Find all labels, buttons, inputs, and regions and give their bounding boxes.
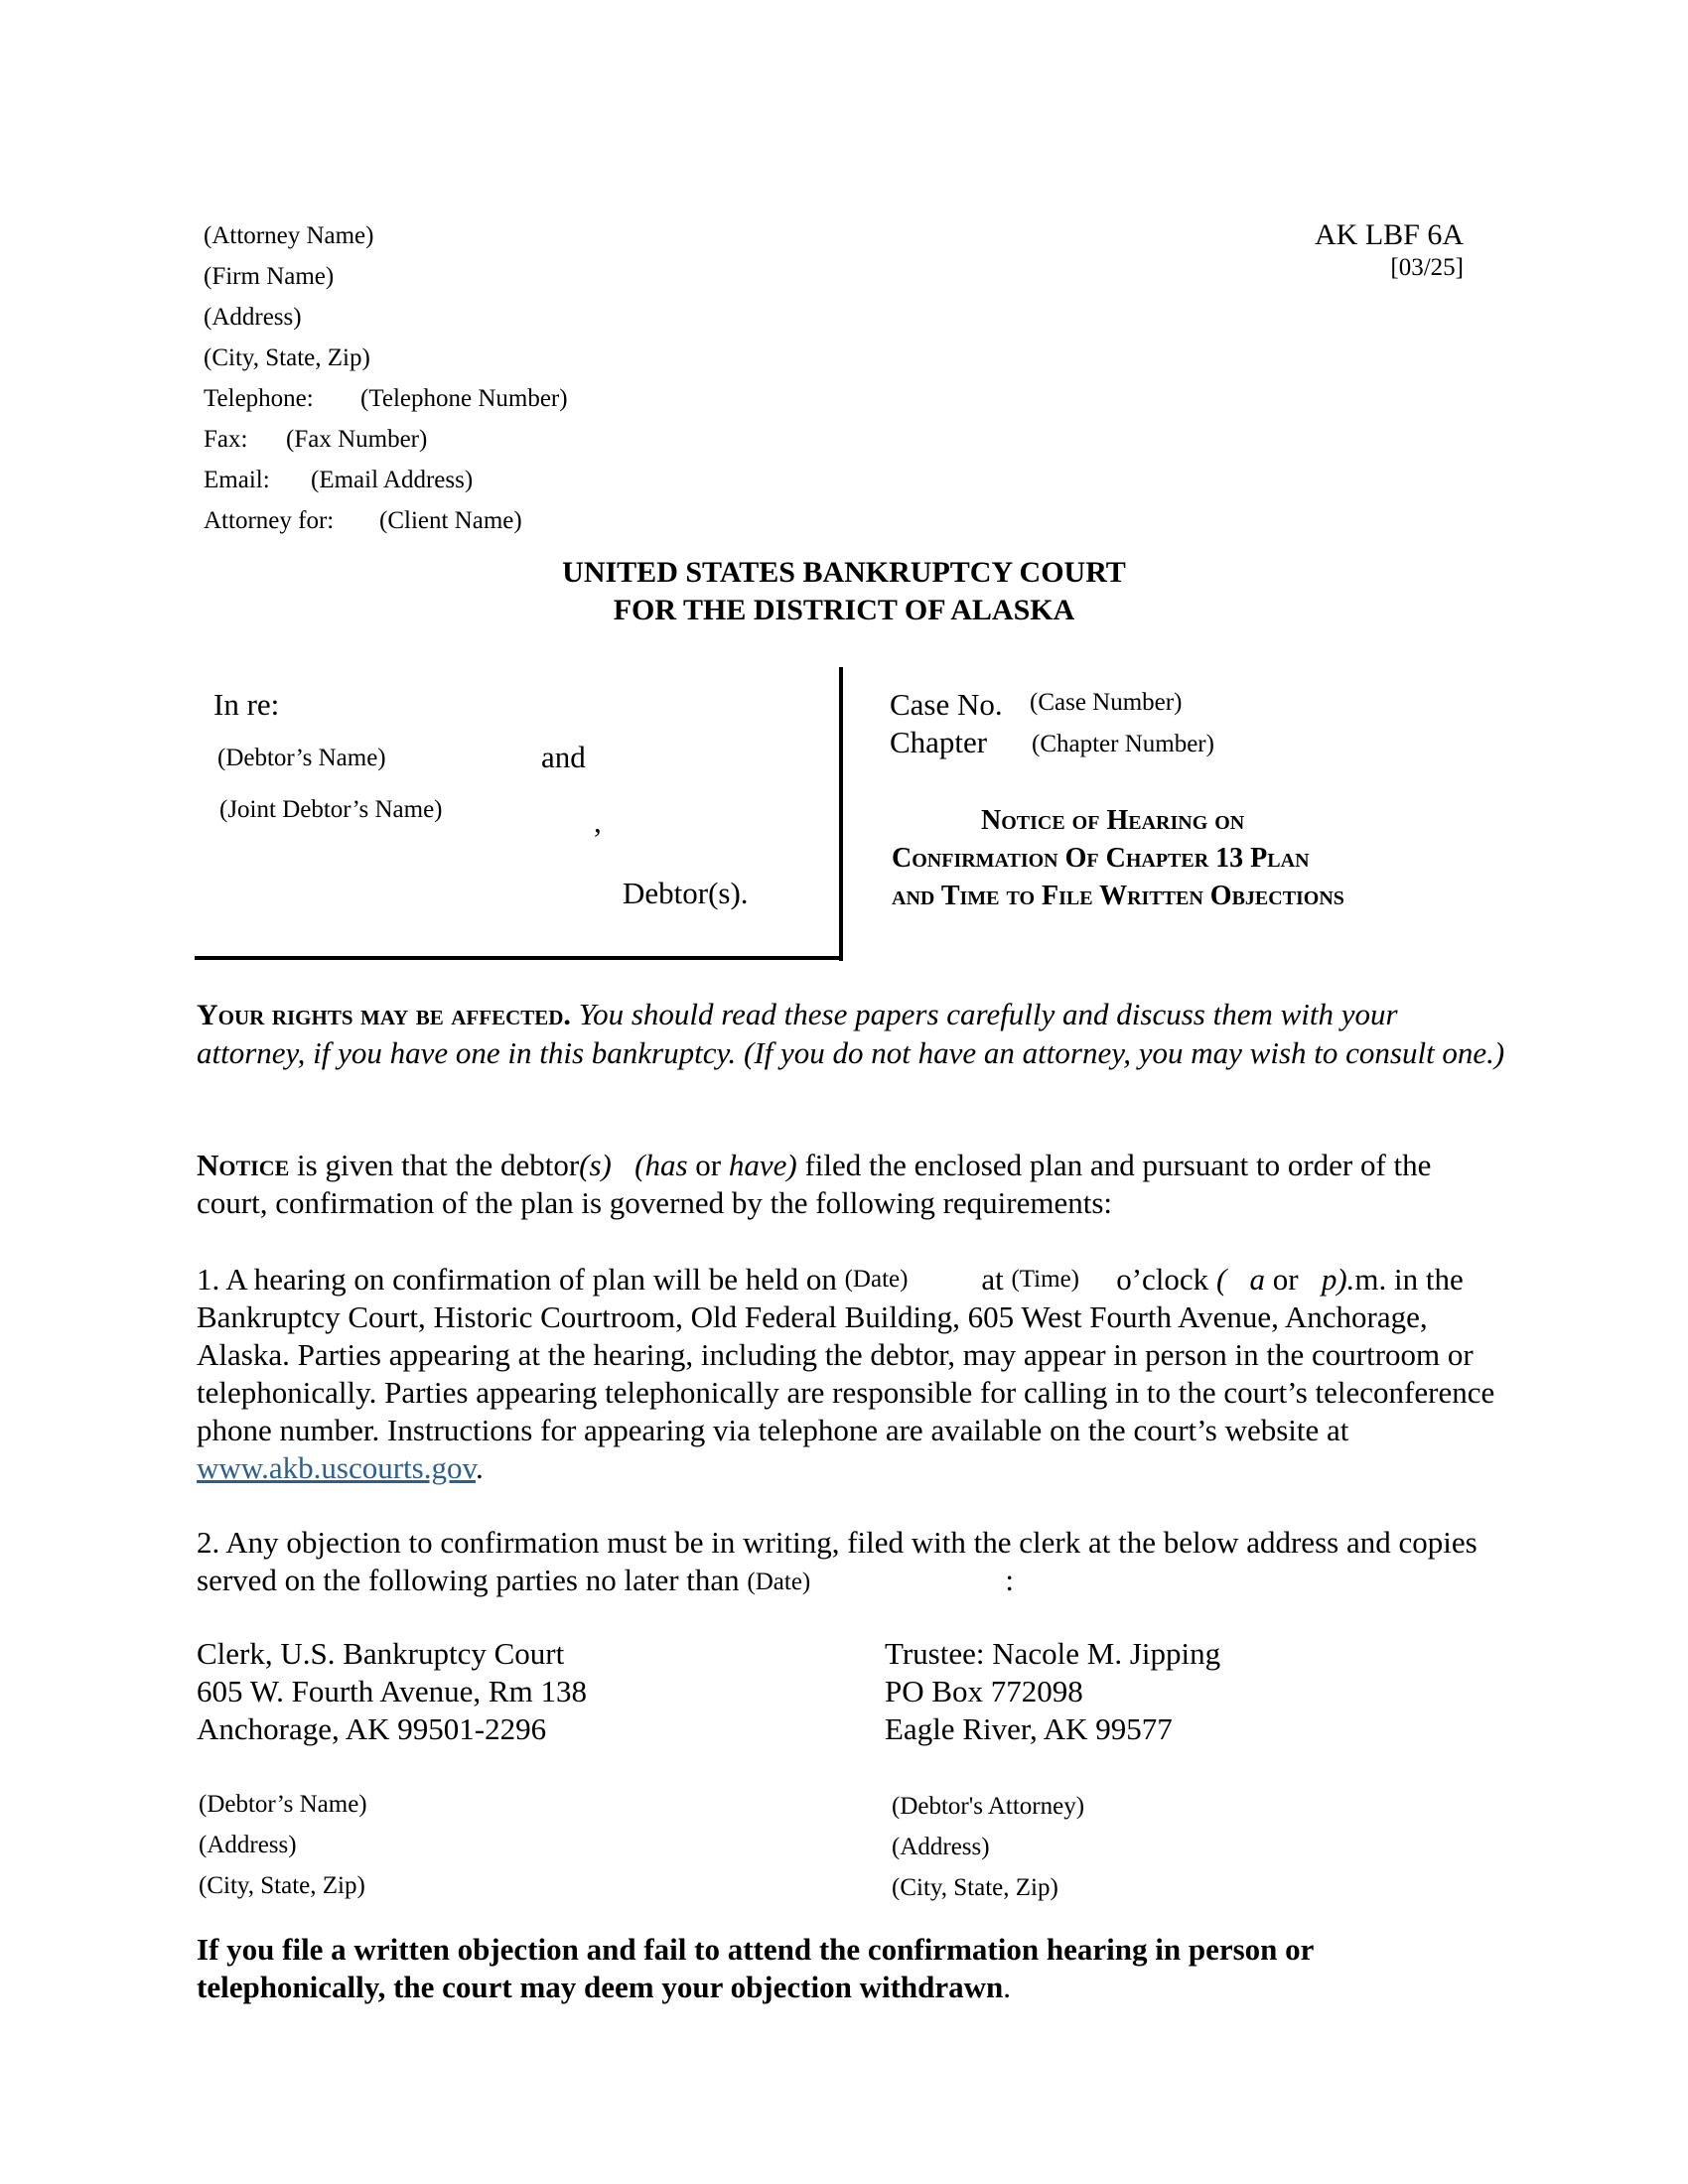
case-number-placeholder: (Case Number) — [1030, 689, 1183, 716]
debtor-attorney-address-block — [892, 1786, 1084, 1908]
debtor-plural-s: (s) — [579, 1148, 612, 1182]
in-re-label: In re: — [213, 687, 280, 722]
telephone-line — [204, 385, 568, 413]
hearing-paragraph — [197, 1261, 1507, 1487]
notice-title-line2: Confirmation Of Chapter 13 Plan — [892, 843, 1310, 874]
has-option: (has — [634, 1148, 688, 1182]
rights-lead: Your rights may be affected. — [197, 999, 571, 1031]
pm-option: p). — [1321, 1262, 1355, 1297]
attorney-for-line — [204, 507, 522, 535]
chapter-number-placeholder: (Chapter Number) — [1032, 731, 1214, 757]
attorney-for-value: (Client Name) — [379, 507, 522, 534]
court-district: FOR THE DISTRICT OF ALASKA — [613, 594, 1075, 626]
clerk-line-2: 605 W. Fourth Avenue, Rm 138 — [197, 1674, 587, 1708]
firm-name: (Firm Name) — [204, 263, 335, 290]
hearing-period: . — [475, 1450, 484, 1485]
caption-comma: , — [594, 804, 602, 839]
attorney-city-state-zip: (City, State, Zip) — [204, 344, 370, 371]
joint-debtor-name-placeholder: (Joint Debtor’s Name) — [219, 796, 443, 823]
trustee-address — [885, 1635, 1220, 1748]
telephone-label: Telephone: — [204, 385, 314, 412]
hearing-text-1: 1. A hearing on confirmation of plan will be held on — [197, 1262, 837, 1297]
debtor-city-line: (City, State, Zip) — [199, 1872, 365, 1899]
debtor-attorney-line: (Debtor's Attorney) — [892, 1793, 1085, 1820]
notice-title-line1: Notice of Hearing on — [981, 805, 1245, 836]
am-option: a — [1249, 1262, 1266, 1297]
objection-paragraph — [197, 1524, 1507, 1601]
objection-text: 2. Any objection to confirmation must be in writing, filed with the clerk at the below address and copies served on the following parties no later than — [197, 1525, 1477, 1597]
caption-vertical-rule — [839, 667, 843, 961]
notice-lead: Notice — [197, 1148, 290, 1182]
fax-label: Fax: — [204, 426, 248, 453]
ampm-or: or — [1272, 1262, 1299, 1297]
m-in-text: m. in — [1354, 1262, 1419, 1297]
email-line — [204, 467, 473, 494]
rights-paragraph — [197, 996, 1507, 1072]
debtor-name-line: (Debtor’s Name) — [199, 1791, 367, 1818]
court-name: UNITED STATES BANKRUPTCY COURT — [562, 556, 1126, 589]
caption-horizontal-rule — [195, 956, 843, 960]
debtor-address-line: (Address) — [199, 1832, 297, 1858]
notice-paragraph — [197, 1147, 1507, 1222]
hearing-date-placeholder: (Date) — [844, 1266, 909, 1293]
at-label: at — [981, 1262, 1004, 1297]
attorney-city-line: (City, State, Zip) — [892, 1874, 1058, 1901]
withdrawal-warning — [197, 1931, 1507, 2006]
clerk-address — [197, 1635, 587, 1748]
chapter-label: Chapter — [890, 725, 988, 759]
withdrawal-warning-text: If you file a written objection and fail to attend the confirmation hearing in person or telephonically, the court may deem your objection withdrawn — [197, 1932, 1314, 2004]
trustee-line-1: Trustee: Nacole M. Jipping — [885, 1636, 1221, 1671]
case-no-label: Case No. — [890, 687, 1003, 722]
and-connector: and — [541, 740, 586, 774]
fax-value: (Fax Number) — [286, 426, 428, 453]
trustee-line-3: Eagle River, AK 99577 — [885, 1711, 1173, 1746]
attorney-for-label: Attorney for: — [204, 507, 335, 534]
debtor-name-placeholder: (Debtor’s Name) — [217, 745, 386, 771]
email-label: Email: — [204, 467, 270, 493]
trustee-line-2: PO Box 772098 — [885, 1674, 1083, 1708]
hearing-time-placeholder: (Time) — [1011, 1266, 1079, 1293]
clerk-line-3: Anchorage, AK 99501-2296 — [197, 1711, 547, 1746]
oclock-label: o’clock — [1116, 1262, 1209, 1297]
attorney-address: (Address) — [204, 304, 302, 331]
fax-line — [204, 426, 427, 454]
notice-text-1: is given that the debtor — [289, 1148, 580, 1182]
notice-title — [892, 802, 1468, 915]
debtor-address-block — [199, 1784, 367, 1906]
attorney-address-line: (Address) — [892, 1834, 990, 1860]
rights-text: You should read these papers carefully and discuss them with your attorney, if you have one in this bankruptcy. (If you do not have an attorney, you may wish to consult one.) — [197, 997, 1505, 1070]
attorney-name: (Attorney Name) — [204, 222, 374, 249]
telephone-value: (Telephone Number) — [360, 385, 568, 412]
hearing-text-2: the Bankruptcy Court, Historic Courtroom, Old Federal Building, 605 West Fourth Avenue, Anchorage, Alaska. Parties appearing at the hearing, including the debtor, may appear in person in the courtroom or telephonically. Parties appearing telephonically are responsible for calling in to the court’s teleconference phone number. Instructions for appearing via telephone are available on the court’s website at — [197, 1262, 1495, 1447]
form-id: AK LBF 6A — [1314, 218, 1464, 251]
objection-date-placeholder: (Date) — [747, 1569, 811, 1595]
clerk-line-1: Clerk, U.S. Bankruptcy Court — [197, 1636, 565, 1671]
email-value: (Email Address) — [311, 467, 474, 493]
have-option: have) — [728, 1148, 797, 1182]
notice-text-2: filed the enclosed plan and pursuant to order of the court, confirmation of the plan is governed by the following requirements: — [197, 1148, 1432, 1220]
form-revision-date: [03/25] — [1390, 254, 1464, 281]
notice-title-line3: and Time to File Written Objections — [892, 881, 1344, 911]
objection-colon: : — [1005, 1563, 1015, 1597]
or-connector: or — [687, 1148, 729, 1182]
debtors-label: Debtor(s). — [623, 876, 749, 910]
paren-open: ( — [1215, 1262, 1227, 1297]
withdrawal-warning-period: . — [1003, 1970, 1012, 2004]
court-website-link[interactable]: www.akb.uscourts.gov — [197, 1450, 476, 1485]
